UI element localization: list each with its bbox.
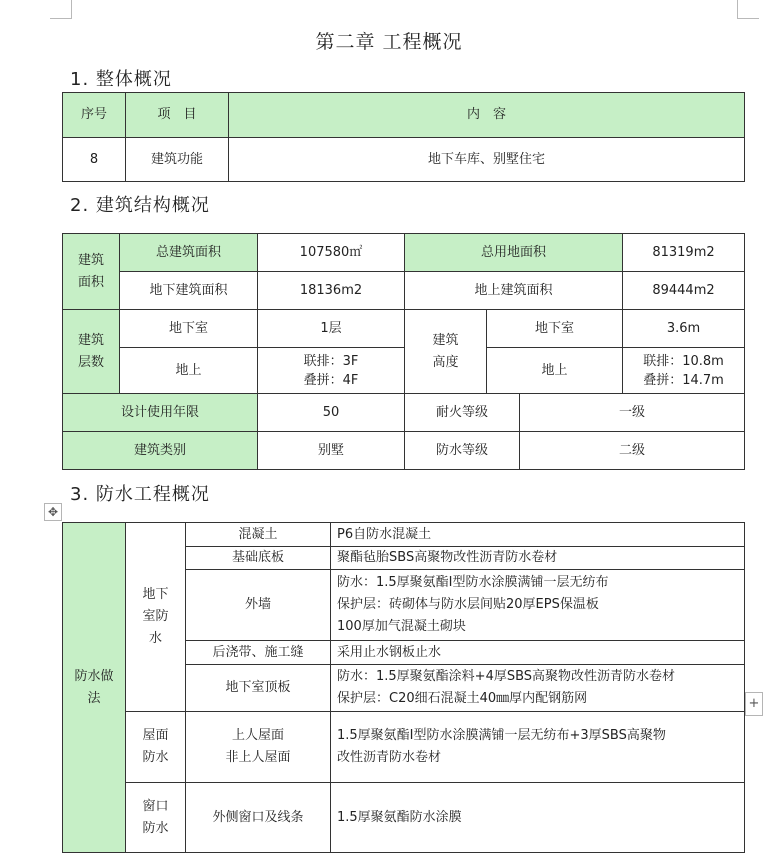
above-height: 联排：10.8m 叠拼：14.7m [623, 348, 745, 394]
section-heading-waterproof: 3. 防水工程概况 [70, 484, 210, 505]
above-floors-label: 地上 [120, 348, 258, 394]
basement-label: 地下室 [120, 310, 258, 348]
design-life-label: 设计使用年限 [63, 394, 258, 432]
section-heading-structure: 2. 建筑结构概况 [70, 195, 210, 216]
crop-mark [737, 18, 759, 19]
building-type-value: 别墅 [258, 432, 405, 470]
total-area-label: 总建筑面积 [120, 234, 258, 272]
fire-grade-label: 耐火等级 [405, 394, 520, 432]
basement-roof-label: 地下室顶板 [186, 665, 331, 712]
window-waterproof-group: 窗口 防水 [126, 783, 186, 853]
table-move-icon[interactable]: ✥ [44, 503, 62, 521]
overview-table [62, 92, 745, 182]
basement-waterproof-group: 地下 室防 水 [126, 523, 186, 712]
design-life-value: 50 [258, 394, 405, 432]
roof-value: 1.5厚聚氨酯Ⅰ型防水涂膜满铺一层无纺布+3厚SBS高聚物 改性沥青防水卷材 [331, 712, 745, 783]
crop-mark [737, 0, 738, 18]
basement-floors: 1层 [258, 310, 405, 348]
joint-value: 采用止水钢板止水 [331, 641, 745, 665]
bottom-slab-label: 基础底板 [186, 547, 331, 570]
under-area-label: 地下建筑面积 [120, 272, 258, 310]
crop-mark [50, 18, 72, 19]
under-area-value: 18136m2 [258, 272, 405, 310]
section-heading-overview: 1. 整体概况 [70, 69, 172, 90]
joint-label: 后浇带、施工缝 [186, 641, 331, 665]
above-area-label: 地上建筑面积 [405, 272, 623, 310]
concrete-label: 混凝土 [186, 523, 331, 547]
building-type-label: 建筑类别 [63, 432, 258, 470]
land-area-value: 81319m2 [623, 234, 745, 272]
roof-waterproof-group: 屋面 防水 [126, 712, 186, 783]
total-area-value: 107580㎡ [258, 234, 405, 272]
basement-height-label: 地下室 [487, 310, 623, 348]
header-no: 序号 [63, 93, 126, 138]
waterproof-grade-value: 二级 [520, 432, 745, 470]
cell-no: 8 [63, 138, 126, 182]
floors-label: 建筑 层数 [63, 310, 120, 394]
cell-item: 建筑功能 [126, 138, 229, 182]
height-label: 建筑 高度 [405, 310, 487, 394]
basement-roof-value: 防水：1.5厚聚氨酯涂料+4厚SBS高聚物改性沥青防水卷材 保护层：C20细石混凝土40㎜厚内配钢筋网 [331, 665, 745, 712]
window-value: 1.5厚聚氨酯防水涂膜 [331, 783, 745, 853]
above-area-value: 89444m2 [623, 272, 745, 310]
land-area-label: 总用地面积 [405, 234, 623, 272]
above-floors: 联排：3F 叠拼：4F [258, 348, 405, 394]
chapter-title: 第二章 工程概况 [315, 31, 463, 53]
cell-content: 地下车库、别墅住宅 [229, 138, 745, 182]
above-height-label: 地上 [487, 348, 623, 394]
area-label: 建筑 面积 [63, 234, 120, 310]
structure-table [62, 233, 745, 470]
method-label: 防水做 法 [63, 523, 126, 853]
header-item: 项 目 [126, 93, 229, 138]
crop-mark [71, 0, 72, 18]
header-content: 内 容 [229, 93, 745, 138]
waterproof-table [62, 522, 745, 853]
outer-wall-value: 防水：1.5厚聚氨酯Ⅰ型防水涂膜满铺一层无纺布 保护层：砖砌体与防水层间贴20厚EPS保温板 100厚加气混凝土砌块 [331, 570, 745, 641]
basement-height: 3.6m [623, 310, 745, 348]
bottom-slab-value: 聚酯毡胎SBS高聚物改性沥青防水卷材 [331, 547, 745, 570]
roof-types-label: 上人屋面 非上人屋面 [186, 712, 331, 783]
window-label: 外侧窗口及线条 [186, 783, 331, 853]
outer-wall-label: 外墙 [186, 570, 331, 641]
fire-grade-value: 一级 [520, 394, 745, 432]
concrete-value: P6自防水混凝土 [331, 523, 745, 547]
add-row-icon[interactable]: + [745, 692, 763, 716]
waterproof-grade-label: 防水等级 [405, 432, 520, 470]
